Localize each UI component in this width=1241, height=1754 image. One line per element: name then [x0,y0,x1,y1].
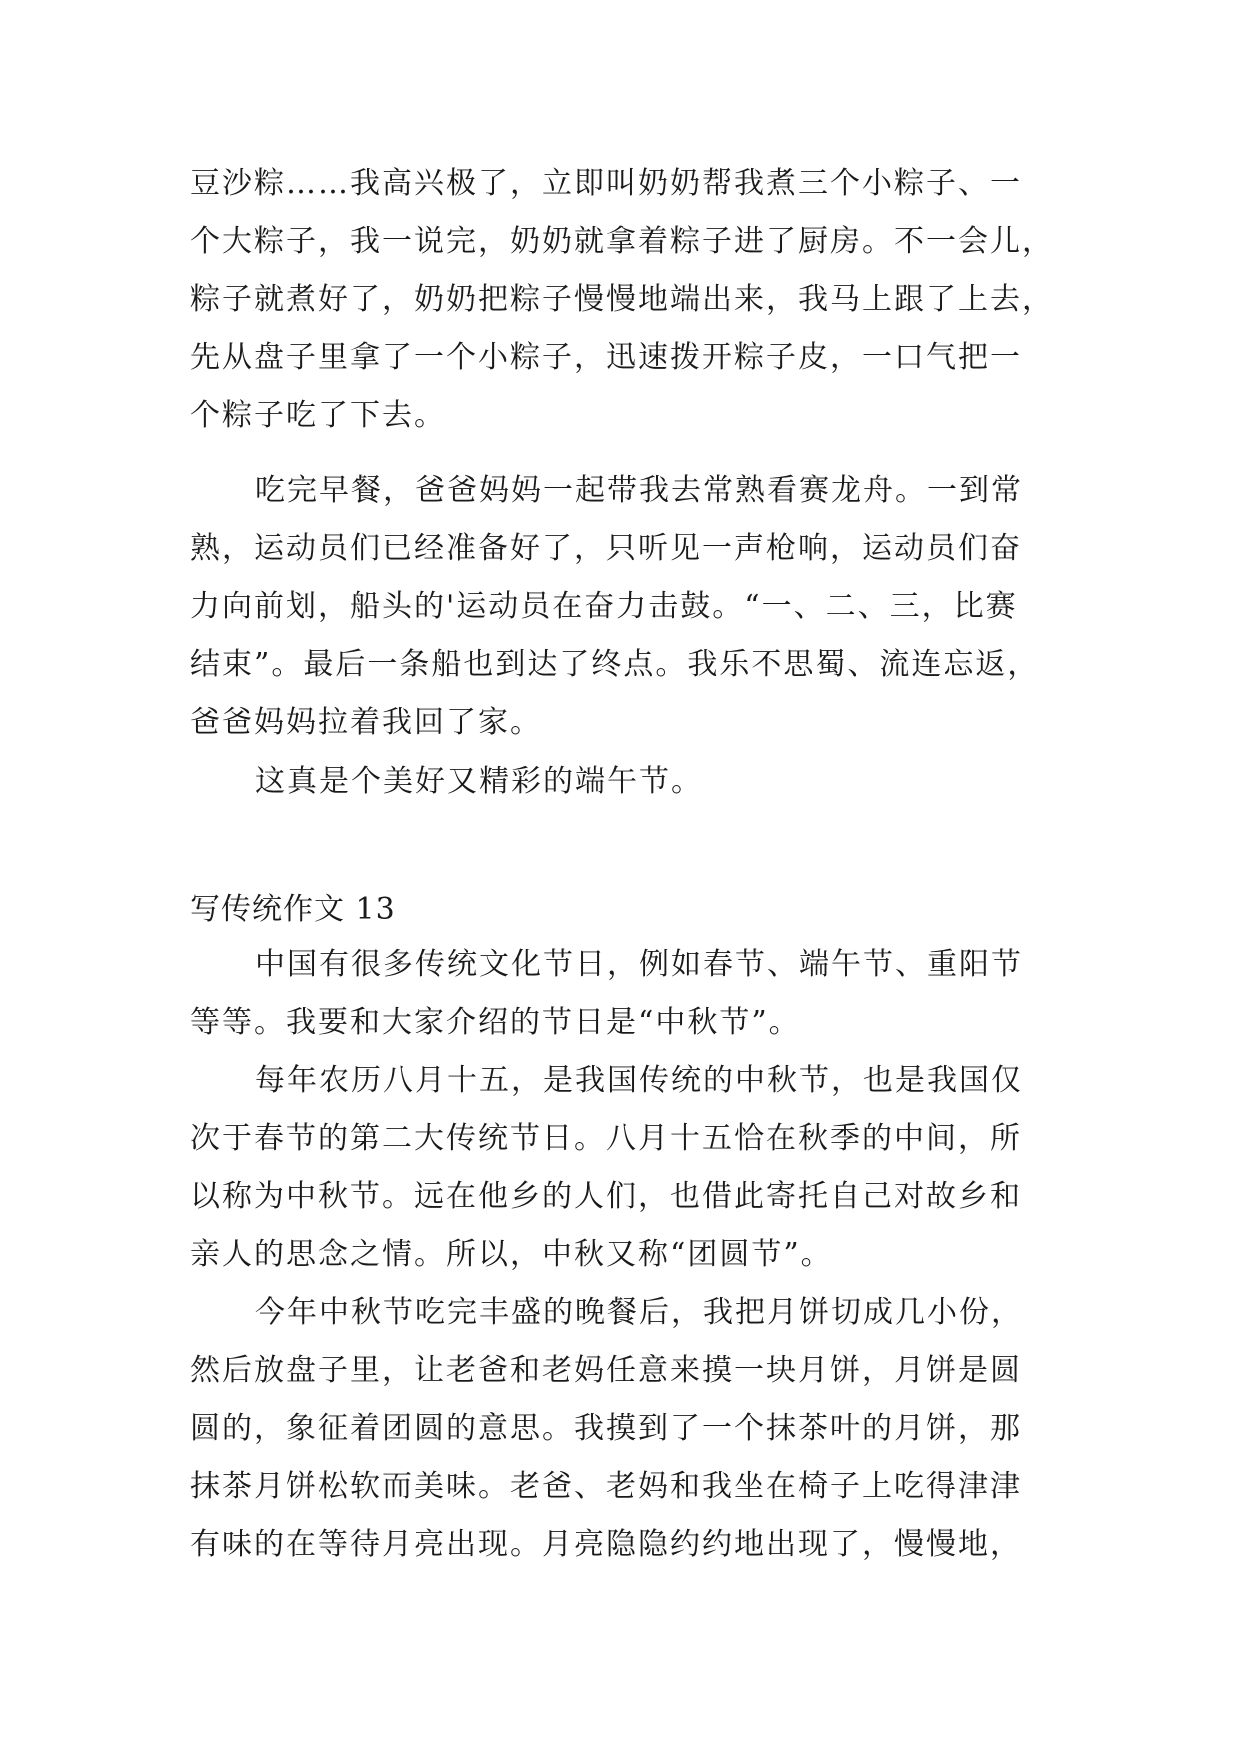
paragraph-line: 有味的在等待月亮出现。月亮隐隐约约地出现了，慢慢地， [190,1527,1022,1562]
paragraph-line: 吃完早餐，爸爸妈妈一起带我去常熟看赛龙舟。一到常 [255,473,1023,508]
paragraph-line: 圆的，象征着团圆的意思。我摸到了一个抹茶叶的月饼，那 [190,1411,1022,1446]
paragraph-line: 以称为中秋节。远在他乡的人们，也借此寄托自己对故乡和 [190,1179,1022,1214]
paragraph-line: 然后放盘子里，让老爸和老妈任意来摸一块月饼，月饼是圆 [190,1353,1022,1388]
paragraph-line: 次于春节的第二大传统节日。八月十五恰在秋季的中间，所 [190,1121,1022,1156]
paragraph-line: 粽子就煮好了，奶奶把粽子慢慢地端出来，我马上跟了上去， [190,282,1054,317]
paragraph-line: 力向前划，船头的'运动员在奋力击鼓。“一、二、三，比赛 [190,589,1018,624]
paragraph-line: 熟，运动员们已经准备好了，只听见一声枪响，运动员们奋 [190,531,1022,566]
paragraph-line: 中国有很多传统文化节日，例如春节、端午节、重阳节 [255,947,1023,982]
paragraph-line: 等等。我要和大家介绍的节日是“中秋节”。 [190,1005,801,1040]
paragraph-line: 个粽子吃了下去。 [190,398,446,433]
paragraph-line: 抹茶月饼松软而美味。老爸、老妈和我坐在椅子上吃得津津 [190,1469,1022,1504]
paragraph-line: 今年中秋节吃完丰盛的晚餐后，我把月饼切成几小份， [255,1295,1023,1330]
section-title: 写传统作文 13 [190,892,396,927]
paragraph-line: 每年农历八月十五，是我国传统的中秋节，也是我国仅 [255,1063,1023,1098]
paragraph-line: 这真是个美好又精彩的端午节。 [255,764,703,799]
paragraph-line: 爸爸妈妈拉着我回了家。 [190,705,542,740]
paragraph-line: 豆沙粽……我高兴极了，立即叫奶奶帮我煮三个小粽子、一 [190,166,1022,201]
paragraph-line: 个大粽子，我一说完，奶奶就拿着粽子进了厨房。不一会儿， [190,224,1054,259]
paragraph-line: 先从盘子里拿了一个小粽子，迅速拨开粽子皮，一口气把一 [190,340,1022,375]
paragraph-line: 亲人的思念之情。所以，中秋又称“团圆节”。 [190,1237,833,1272]
paragraph-line: 结束”。最后一条船也到达了终点。我乐不思蜀、流连忘返， [190,647,1040,682]
